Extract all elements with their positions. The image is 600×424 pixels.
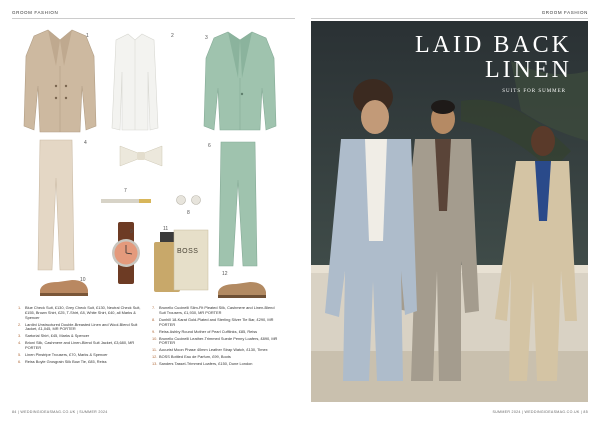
product-number: 7 xyxy=(124,188,127,194)
credit-item: 9. Reiss Ashby Round Mother of Pearl Cufflinks, £85, Reiss xyxy=(152,328,258,334)
boss-perfume xyxy=(150,226,212,296)
product-number: 6 xyxy=(208,143,211,149)
credit-item: 2. Lardini Unstructured Double-Breasted Linen and Wool-Blend Suit Jacket, £1,045, MR PORTER xyxy=(18,321,138,332)
beige-trousers xyxy=(36,138,76,272)
bow-tie xyxy=(118,144,164,168)
cufflinks xyxy=(174,194,204,206)
credit-item: 7. Brunello Cucinelli Slim-Fit Pleated Silk, Cashmere and Linen-Blend Suit Trousers, £1,930, MR PORTER xyxy=(152,305,275,315)
credit-item: 5. Linen Pinstripe Trousers, £70, Marks & Spencer xyxy=(18,352,108,358)
credit-item: 8. Dunhill 18-Karat Gold-Plated and Sterling Silver Tie Bar, £290, MR PORTER xyxy=(152,316,274,327)
perfume-brand-label: BOSS xyxy=(177,248,199,255)
credit-item: 13. Sanders Tassel-Trimmed Loafers, £150, Dune London xyxy=(152,361,253,367)
editorial-photo xyxy=(311,21,588,402)
credit-item: 12. BOSS Bottled Eau de Parfum, £99, Boots xyxy=(152,354,231,360)
credit-item: 1. Blue Check Suit, £130, Grey Check Suit, £130, Neutral Check Suit, £155, Brown Shirt, £25, T-Shirt, £8, White Shirt, £40, all Marks & Spencer xyxy=(18,305,141,320)
folio-left: 84 | WEDDINGIDEASMAG.CO.UK | SUMMER 2024 xyxy=(12,410,108,414)
feature-byline: SUITS FOR SUMMER xyxy=(502,89,566,94)
white-shirt xyxy=(110,32,160,132)
beige-double-breasted-jacket xyxy=(22,26,98,134)
product-number: 12 xyxy=(222,271,228,277)
running-head-left: GROOM FASHION xyxy=(12,10,59,15)
tie-bar xyxy=(100,197,152,205)
credit-item: 11. Accurist Moon Phase 40mm Leather Strap Watch, £130, Timex xyxy=(152,347,268,353)
headline-line-1: LAID BACK xyxy=(415,32,572,58)
product-number: 3 xyxy=(205,35,208,41)
perfume-bottle xyxy=(150,226,212,296)
header-rule-left xyxy=(12,18,295,19)
credit-item: 3. Sartorial Shirt, £45, Marks & Spencer xyxy=(18,333,90,339)
mint-jacket xyxy=(202,28,278,132)
product-number: 9 xyxy=(130,229,133,235)
leather-strap-watch xyxy=(108,222,144,284)
product-number: 2 xyxy=(171,33,174,39)
header-rule-right xyxy=(311,18,588,19)
product-number: 11 xyxy=(163,226,169,232)
credits-list-left xyxy=(18,306,144,367)
feature-headline xyxy=(415,33,572,83)
mint-trousers xyxy=(217,140,259,268)
product-number: 4 xyxy=(84,140,87,146)
credits-list-right xyxy=(152,306,282,369)
folio-right: SUMMER 2024 | WEDDINGIDEASMAG.CO.UK | 85 xyxy=(492,410,588,414)
credit-item: 4. Brioni Silk, Cashmere and Linen-Blend Suit Jacket, £3,680, MR PORTER xyxy=(18,340,135,351)
product-number: 8 xyxy=(187,210,190,216)
tassel-suede-loafers xyxy=(216,278,268,300)
credit-item: 6. Reiss Boyle Grosgrain Silk Bow Tie, £85, Reiss xyxy=(18,359,107,365)
product-number: 10 xyxy=(80,277,86,283)
credit-item: 10. Brunello Cucinelli Leather-Trimmed Suede Penny Loafers, £890, MR PORTER xyxy=(152,335,278,346)
headline-line-2: LINEN xyxy=(485,57,572,83)
product-number: 1 xyxy=(86,33,89,39)
running-head-right: GROOM FASHION xyxy=(541,10,588,15)
